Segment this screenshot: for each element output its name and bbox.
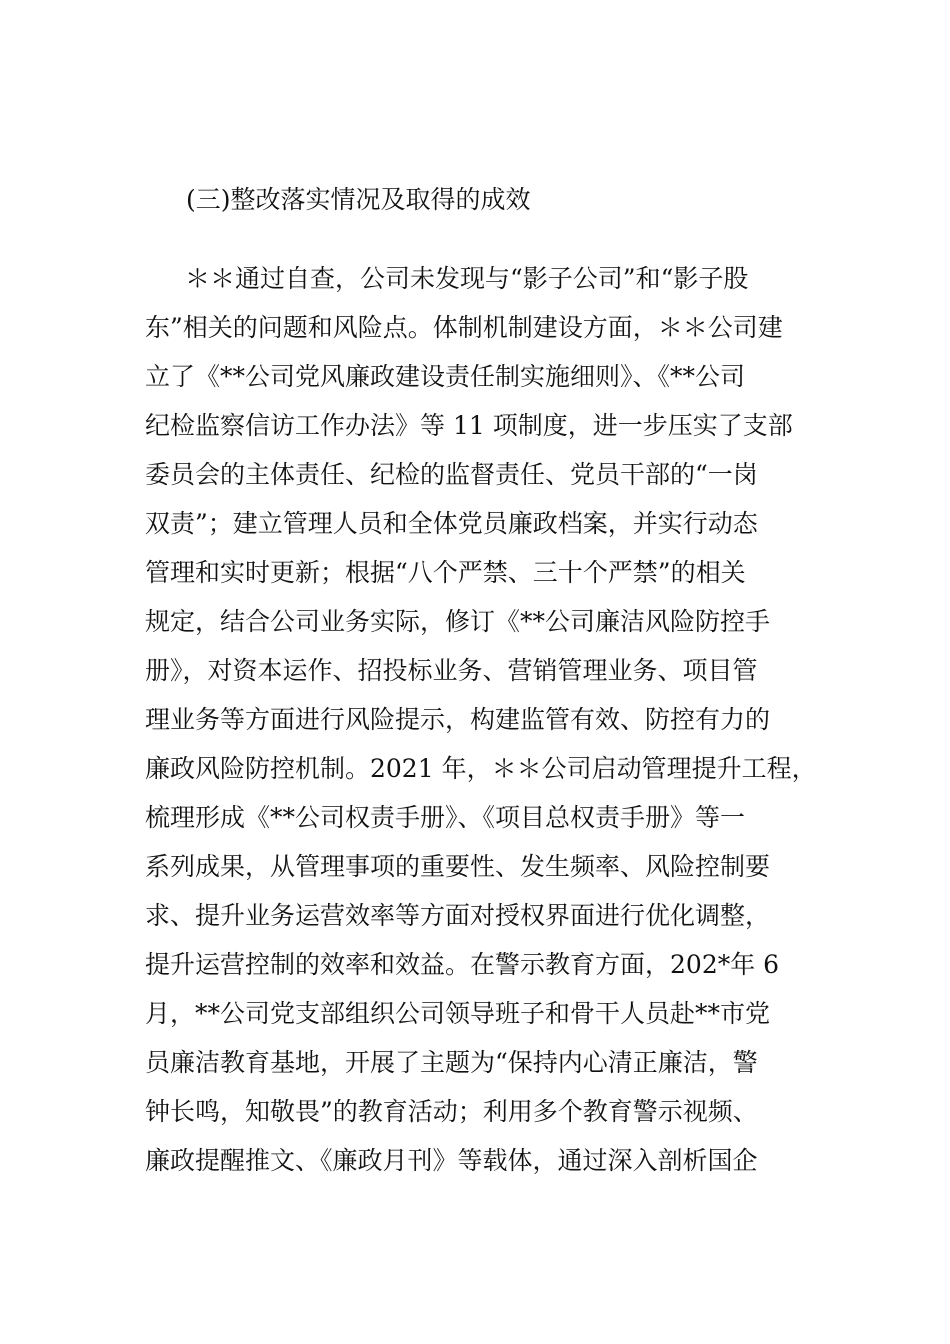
paragraph-line: 求、提升业务运营效率等方面对授权界面进行优化调整，	[145, 901, 771, 930]
paragraph-line: 双责”；建立管理人员和全体党员廉政档案，并实行动态	[145, 509, 758, 538]
body-paragraph	[145, 254, 825, 1185]
paragraph-line: 纪检监察信访工作办法》等 11 项制度，进一步压实了支部	[145, 411, 793, 440]
paragraph-line: 廉政风险防控机制。2021 年，＊＊公司启动管理提升工程，	[145, 754, 817, 783]
paragraph-line: 员廉洁教育基地，开展了主题为“保持内心清正廉洁，警	[145, 1048, 758, 1077]
paragraph-line: 钟长鸣，知敬畏”的教育活动；利用多个教育警示视频、	[145, 1097, 758, 1126]
section-heading: (三)整改落实情况及取得的成效	[186, 185, 531, 214]
paragraph-line: 廉政提醒推文、《廉政月刊》等载体，通过深入剖析国企	[145, 1146, 758, 1175]
paragraph-line: 册》，对资本运作、招投标业务、营销管理业务、项目管	[145, 656, 758, 685]
paragraph-line: 理业务等方面进行风险提示，构建监管有效、防控有力的	[145, 705, 771, 734]
paragraph-line: 东”相关的问题和风险点。体制机制建设方面，＊＊公司建	[145, 313, 783, 342]
paragraph-line: 系列成果，从管理事项的重要性、发生频率、风险控制要	[145, 852, 771, 881]
paragraph-line: 委员会的主体责任、纪检的监督责任、党员干部的“一岗	[145, 460, 758, 489]
paragraph-line: 提升运营控制的效率和效益。在警示教育方面，202*年 6	[145, 950, 780, 979]
paragraph-line: 规定，结合公司业务实际，修订《**公司廉洁风险防控手	[145, 607, 771, 636]
paragraph-line: 管理和实时更新；根据“八个严禁、三十个严禁”的相关	[145, 558, 746, 587]
paragraph-line: ＊＊通过自查，公司未发现与“影子公司”和“影子股	[185, 264, 749, 293]
paragraph-line: 立了《**公司党风廉政建设责任制实施细则》、《**公司	[145, 362, 746, 391]
paragraph-line: 月，**公司党支部组织公司领导班子和骨干人员赴**市党	[145, 999, 771, 1028]
paragraph-line: 梳理形成《**公司权责手册》、《项目总权责手册》等一	[145, 803, 746, 832]
